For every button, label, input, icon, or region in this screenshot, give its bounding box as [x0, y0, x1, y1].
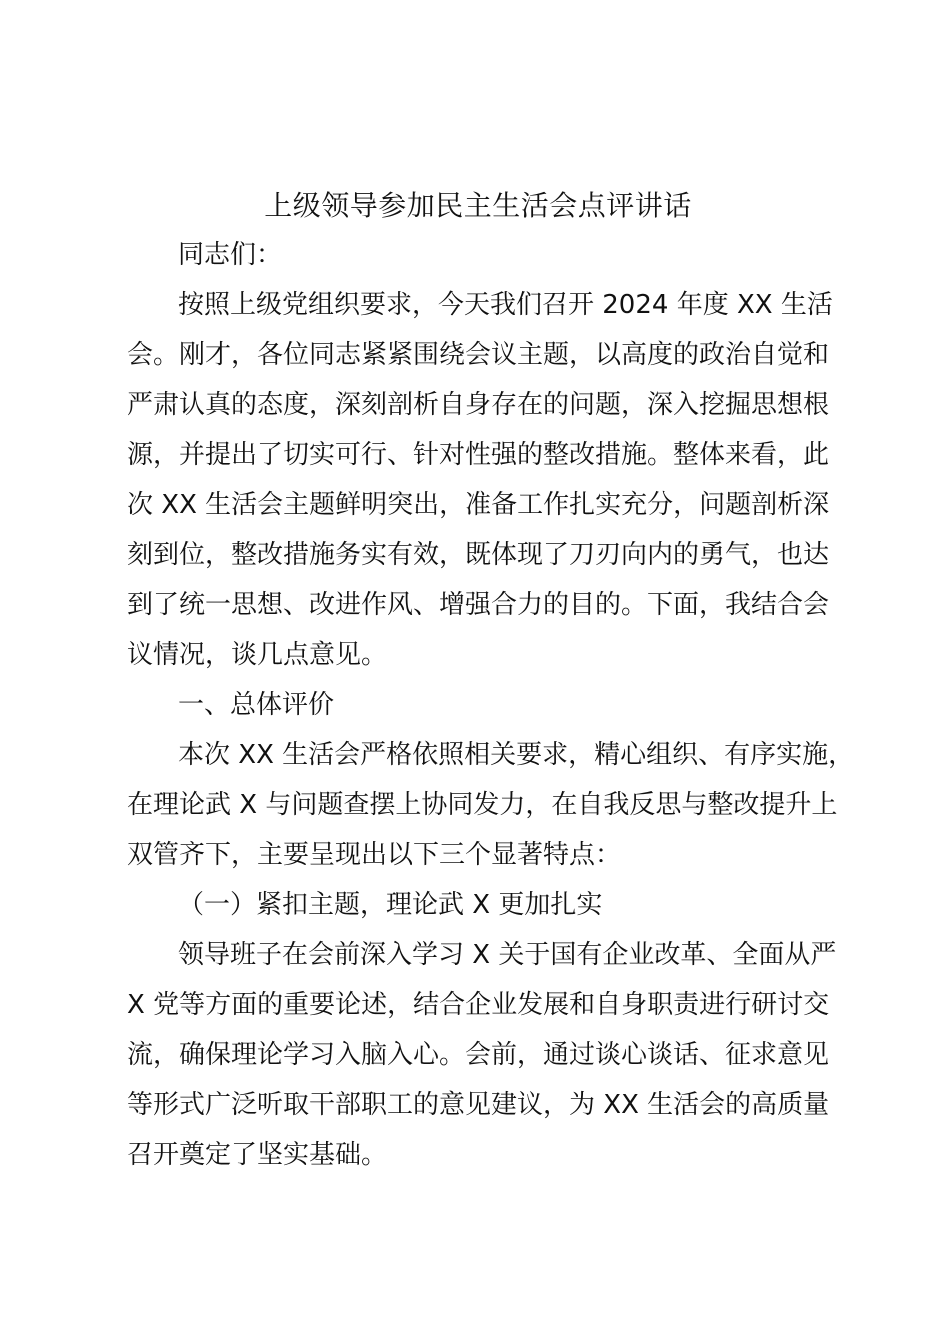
paragraph-line: 刻到位，整改措施务实有效，既体现了刀刃向内的勇气，也达: [127, 540, 830, 570]
paragraph-line: 本次 XX 生活会严格依照相关要求，精心组织、有序实施，: [178, 740, 855, 770]
section-heading: 一、总体评价: [178, 690, 335, 720]
subsection-heading: （一）紧扣主题，理论武 X 更加扎实: [178, 890, 603, 920]
paragraph-line: 次 XX 生活会主题鲜明突出，准备工作扎实充分，问题剖析深: [127, 490, 830, 520]
paragraph-line: 议情况，谈几点意见。: [127, 640, 388, 670]
paragraph-line: 会。刚才，各位同志紧紧围绕会议主题，以高度的政治自觉和: [127, 340, 830, 370]
paragraph-line: 召开奠定了坚实基础。: [127, 1140, 388, 1170]
paragraph-line: 严肃认真的态度，深刻剖析自身存在的问题，深入挖掘思想根: [127, 390, 830, 420]
paragraph-line: 在理论武 X 与问题查摆上协同发力，在自我反思与整改提升上: [127, 790, 838, 820]
paragraph-line: 等形式广泛听取干部职工的意见建议，为 XX 生活会的高质量: [127, 1090, 830, 1120]
paragraph-line: 到了统一思想、改进作风、增强合力的目的。下面，我结合会: [127, 590, 830, 620]
paragraph-line: 双管齐下，主要呈现出以下三个显著特点：: [127, 840, 622, 870]
paragraph-line: 源，并提出了切实可行、针对性强的整改措施。整体来看，此: [127, 440, 830, 470]
paragraph-line: 流，确保理论学习入脑入心。会前，通过谈心谈话、征求意见: [127, 1040, 830, 1070]
document-title: 上级领导参加民主生活会点评讲话: [264, 189, 692, 222]
paragraph-line: X 党等方面的重要论述，结合企业发展和自身职责进行研讨交: [127, 990, 830, 1020]
paragraph-line: 领导班子在会前深入学习 X 关于国有企业改革、全面从严: [178, 940, 837, 970]
paragraph-line: 按照上级党组织要求，今天我们召开 2024 年度 XX 生活: [178, 290, 833, 320]
salutation: 同志们：: [178, 240, 283, 270]
